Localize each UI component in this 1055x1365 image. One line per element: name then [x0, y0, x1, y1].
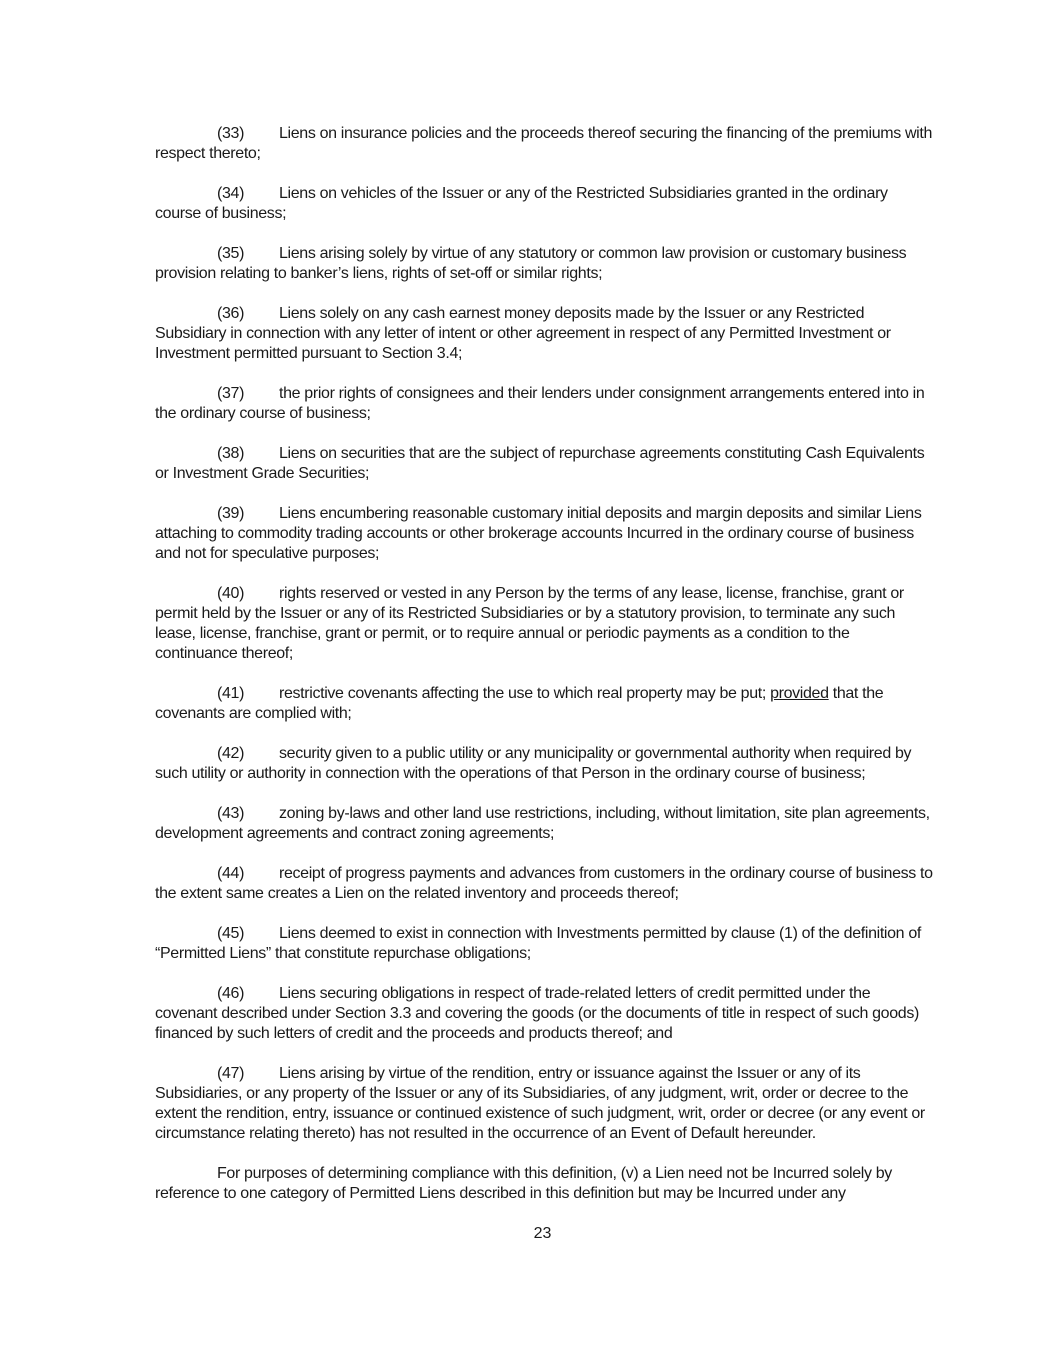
clause-text: Liens arising solely by virtue of any statutory or common law provision or customary business provision relating to banker’s liens, rights of set-off or similar rights;	[155, 245, 907, 282]
clause-number: (38)	[217, 445, 245, 462]
clause-text: rights reserved or vested in any Person by the terms of any lease, license, franchise, grant or permit held by the Issuer or any of its Restricted Subsidiaries or by a statutory provision, to terminate any such lease, license, franchise, grant or permit, or to require annual or periodic payments as a condition to the continuance thereof;	[155, 585, 904, 662]
clause-number: (34)	[217, 185, 245, 202]
clause-number: (42)	[217, 745, 245, 762]
clause-number: (39)	[217, 505, 245, 522]
clause-number: (45)	[217, 925, 245, 942]
clause-39	[155, 504, 933, 564]
clause-40	[155, 584, 933, 664]
closing-paragraph: For purposes of determining compliance with this definition, (v) a Lien need not be Incurred solely by reference to one category of Permitted Liens described in this definition but may be Incurred under any	[155, 1165, 892, 1202]
provided-underlined-term: provided	[770, 685, 829, 702]
clause-38	[155, 444, 933, 484]
clause-45	[155, 924, 933, 964]
clause-number: (35)	[217, 245, 245, 262]
clause-text: Liens encumbering reasonable customary initial deposits and margin deposits and similar Liens attaching to commodity trading accounts or other brokerage accounts Incurred in the ordinary course of business and not for speculative purposes;	[155, 505, 922, 562]
clause-47	[155, 1064, 933, 1144]
clause-text: Liens securing obligations in respect of trade-related letters of credit permitted under the covenant described under Section 3.3 and covering the goods (or the documents of title in respect of such goods) financed by such letters of credit and the proceeds and products thereof; and	[155, 985, 919, 1042]
clause-text: security given to a public utility or any municipality or governmental authority when required by such utility or authority in connection with the operations of that Person in the ordinary course of business;	[155, 745, 912, 782]
clause-35	[155, 244, 933, 284]
clause-text: Liens solely on any cash earnest money deposits made by the Issuer or any Restricted Subsidiary in connection with any letter of intent or other agreement in respect of any Permitted Investment or Investment permitted pursuant to Section 3.4;	[155, 305, 891, 362]
clause-number: (41)	[217, 685, 245, 702]
clause-text: Liens on vehicles of the Issuer or any of the Restricted Subsidiaries granted in the ordinary course of business;	[155, 185, 888, 222]
clause-42	[155, 744, 933, 784]
clause-37	[155, 384, 933, 424]
clause-number: (33)	[217, 125, 245, 142]
clause-number: (37)	[217, 385, 245, 402]
clause-text: zoning by-laws and other land use restrictions, including, without limitation, site plan agreements, development agreements and contract zoning agreements;	[155, 805, 930, 842]
clause-number: (36)	[217, 305, 245, 322]
clause-number: (46)	[217, 985, 245, 1002]
clause-number: (44)	[217, 865, 245, 882]
clause-text: Liens on insurance policies and the proceeds thereof securing the financing of the premiums with respect thereto;	[155, 125, 933, 162]
clause-43	[155, 804, 933, 844]
document-body	[155, 124, 933, 1224]
clause-text: the prior rights of consignees and their lenders under consignment arrangements entered into in the ordinary course of business;	[155, 385, 925, 422]
clause-36	[155, 304, 933, 364]
clause-46	[155, 984, 933, 1044]
clause-text: Liens arising by virtue of the rendition, entry or issuance against the Issuer or any of its Subsidiaries, or any property of the Issuer or any of its Subsidiaries, of any judgment, writ, order or decree to the extent the rendition, entry, issuance or continued existence of such judgment, writ, order or decree (or any event or circumstance relating thereto) has not resulted in the occurrence of an Event of Default hereunder.	[155, 1065, 925, 1142]
clause-number: (43)	[217, 805, 245, 822]
clause-33	[155, 124, 933, 164]
clause-34	[155, 184, 933, 224]
clause-number: (47)	[217, 1065, 245, 1082]
page-number: 23	[533, 1225, 552, 1242]
clause-text: receipt of progress payments and advances from customers in the ordinary course of business to the extent same creates a Lien on the related inventory and proceeds thereof;	[155, 865, 933, 902]
clause-41	[155, 684, 933, 724]
clause-number: (40)	[217, 585, 245, 602]
clause-text-continued: that the covenants are complied with;	[155, 685, 884, 722]
clause-44	[155, 864, 933, 904]
clause-text: Liens deemed to exist in connection with Investments permitted by clause (1) of the definition of “Permitted Liens” that constitute repurchase obligations;	[155, 925, 921, 962]
clause-text: Liens on securities that are the subject of repurchase agreements constituting Cash Equivalents or Investment Grade Securities;	[155, 445, 925, 482]
clause-text: restrictive covenants affecting the use to which real property may be put;	[279, 685, 771, 702]
